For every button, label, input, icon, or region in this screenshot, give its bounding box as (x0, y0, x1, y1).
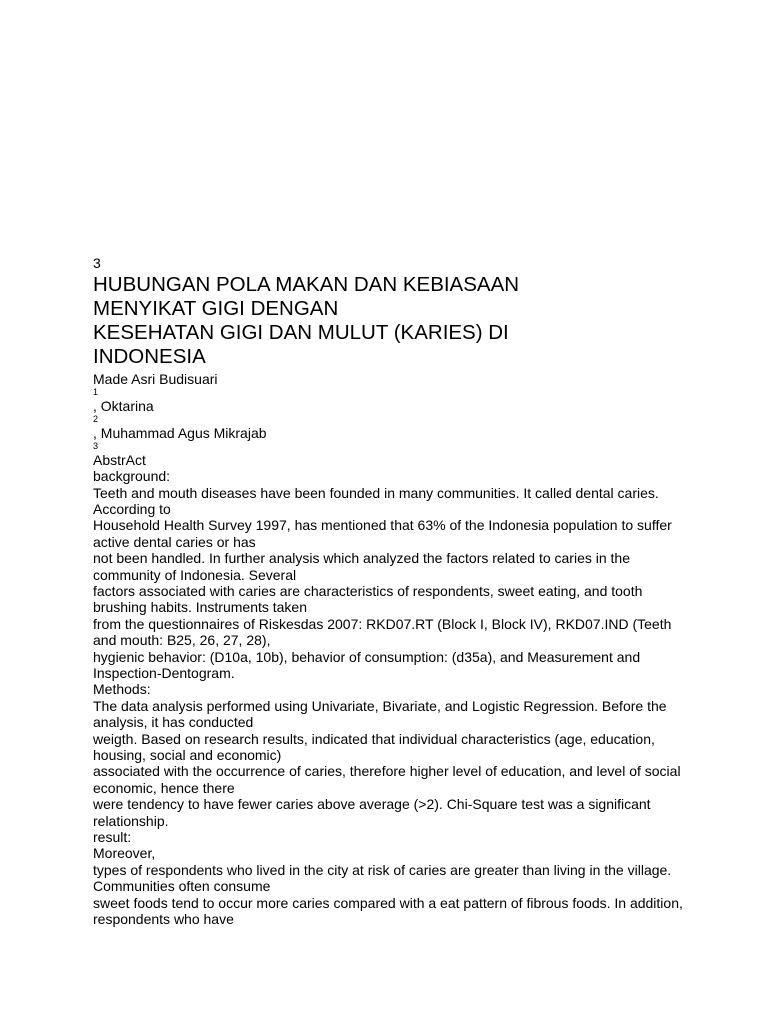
abstract-paragraph: were tendency to have fewer caries above average (>2). Chi-Square test was a significant relationship. (93, 796, 651, 829)
document-page (93, 255, 693, 928)
paper-title (93, 273, 693, 369)
author-affiliation-number: 3 (93, 441, 99, 452)
abstract-paragraph: The data analysis performed using Univariate, Bivariate, and Logistic Regression. Before the analysis, it has conducted (93, 697, 667, 731)
abstract-paragraph: hygienic behavior: (D10a, 10b), behavior of consumption: (d35a), and Measurement and Inspection-Dentogram. (93, 648, 641, 681)
abstract-body (93, 468, 693, 927)
section-label: background: (93, 468, 171, 485)
author-name: , Muhammad Agus Mikrajab (93, 424, 267, 441)
abstract-paragraph: Teeth and mouth diseases have been founded in many communities. It called dental caries. According to (93, 484, 659, 517)
title-line: HUBUNGAN POLA MAKAN DAN KEBIASAAN (93, 273, 520, 296)
title-line: INDONESIA (93, 345, 206, 368)
section-label: Methods: (93, 681, 151, 698)
abstract-paragraph: weigth. Based on research results, indicated that individual characteristics (age, education, housing, social and economic) (93, 730, 655, 764)
author-name: Made Asri Budisuari (93, 371, 218, 387)
abstract-paragraph: from the questionnaires of Riskesdas 2007: RKD07.RT (Block I, Block IV), RKD07.IND (Teeth and mouth: B25, 26, 27, 28), (93, 615, 672, 649)
abstract-paragraph: Moreover, (93, 845, 156, 862)
author-name: , Oktarina (93, 397, 154, 414)
abstract-paragraph: not been handled. In further analysis which analyzed the factors related to caries in the community of Indonesia. Several (93, 550, 630, 583)
abstract-paragraph: types of respondents who lived in the city at risk of caries are greater than living in the village. Communities often consume (93, 861, 672, 895)
abstract-paragraph: factors associated with caries are characteristics of respondents, sweet eating, and tooth brushing habits. Instruments taken (93, 582, 643, 616)
section-label: result: (93, 829, 132, 846)
author-affiliation-number: 1 (93, 387, 99, 398)
abstract-heading: AbstrAct (93, 451, 146, 468)
abstract-paragraph: Household Health Survey 1997, has mentioned that 63% of the Indonesia population to suffer active dental caries or has (93, 517, 672, 550)
title-line: KESEHATAN GIGI DAN MULUT (KARIES) DI (93, 321, 509, 344)
page-number: 3 (93, 255, 101, 271)
author-affiliation-number: 2 (93, 414, 99, 425)
title-line: MENYIKAT GIGI DENGAN (93, 297, 339, 320)
author-list (93, 371, 693, 452)
abstract-paragraph: associated with the occurrence of caries, therefore higher level of education, and level of social economic, hence there (93, 763, 681, 796)
abstract-paragraph: sweet foods tend to occur more caries compared with a eat pattern of fibrous foods. In addition, respondents who have (93, 894, 683, 928)
